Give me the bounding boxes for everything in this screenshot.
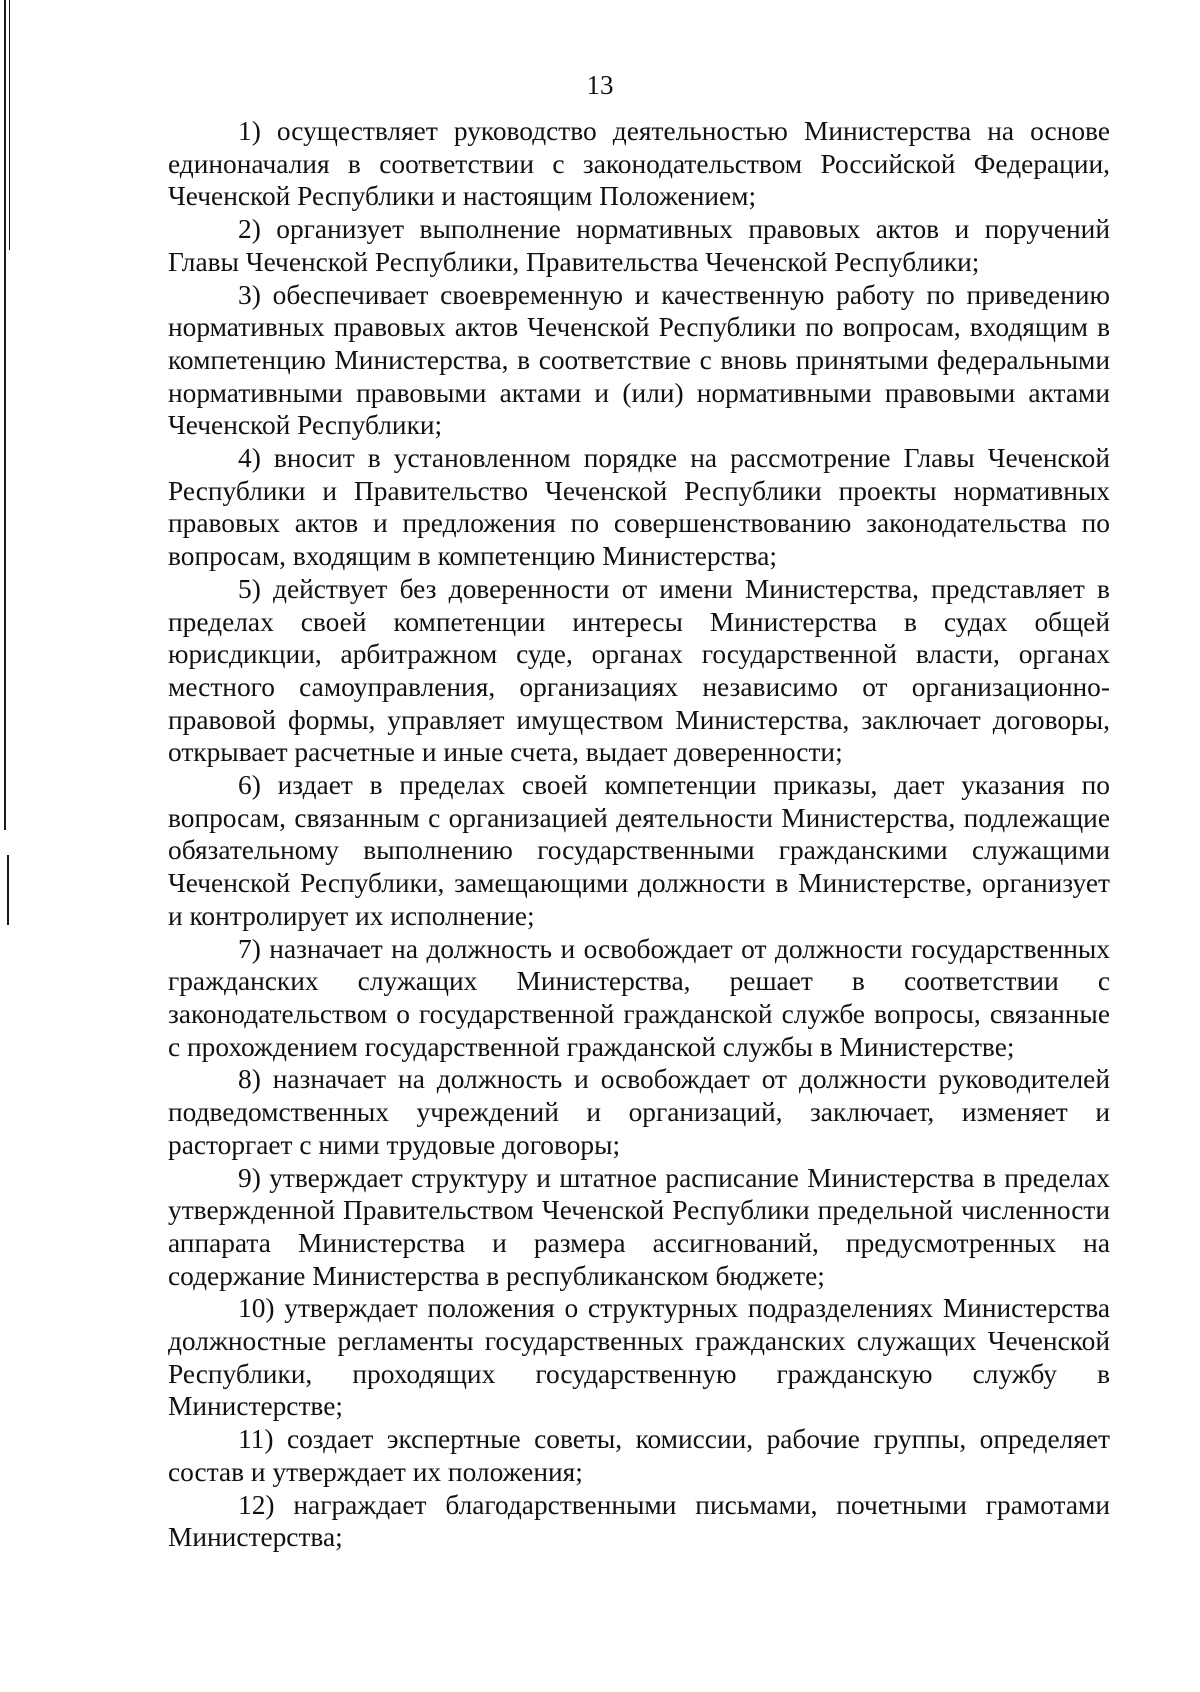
list-item-1: 1) осуществляет руководство деятельностью Министерства на основе единоначалия в соответствии с законодательством Российской Федерации, Чеченской Республики и настоящим Положением;	[168, 116, 1110, 212]
list-item-10: 10) утверждает положения о структурных подразделениях Министерства должностные регламенты государственных гражданских служащих Чеченской Республики, проходящих государственную гражданскую службу в Министерстве;	[168, 1293, 1110, 1422]
list-item-9: 9) утверждает структуру и штатное расписание Министерства в пределах утвержденной Правительством Чеченской Республики предельной численности аппарата Министерства и размера ассигнований, предусмотренных на содержание Министерства в республиканском бюджете;	[168, 1162, 1110, 1291]
list-item-4: 4) вносит в установленном порядке на рассмотрение Главы Чеченской Республики и Правительство Чеченской Республики проекты нормативных правовых актов и предложения по совершенствованию законодательства по вопросам, входящим в компетенцию Министерства;	[168, 443, 1110, 572]
scan-binding-edge	[0, 0, 16, 1692]
list-item-8: 8) назначает на должность и освобождает от должности руководителей подведомственных учреждений и организаций, заключает, изменяет и расторгает с ними трудовые договоры;	[168, 1064, 1110, 1160]
page-number: 13	[586, 70, 614, 100]
list-item-5: 5) действует без доверенности от имени Министерства, представляет в пределах своей компетенции интересы Министерства в судах общей юрисдикции, арбитражном суде, органах государственной власти, органах местного самоуправления, организациях независимо от организационно-правовой формы, управляет имуществом Министерства, заключает договоры, открывает расчетные и иные счета, выдает доверенности;	[168, 573, 1110, 768]
document-body	[168, 115, 1110, 1554]
list-item-7: 7) назначает на должность и освобождает от должности государственных гражданских служащих Министерства, решает в соответствии с законодательством о государственной гражданской службе вопросы, связанные с прохождением государственной гражданской службы в Министерстве;	[168, 933, 1110, 1062]
list-item-3: 3) обеспечивает своевременную и качественную работу по приведению нормативных правовых актов Чеченской Республики по вопросам, входящим в компетенцию Министерства, в соответствие с вновь принятыми федеральными нормативными правовыми актами и (или) нормативными правовыми актами Чеченской Республики;	[168, 279, 1110, 441]
list-item-12: 12) награждает благодарственными письмами, почетными грамотами Министерства;	[168, 1489, 1110, 1553]
list-item-6: 6) издает в пределах своей компетенции приказы, дает указания по вопросам, связанным с организацией деятельности Министерства, подлежащие обязательному выполнению государственными гражданскими служащими Чеченской Республики, замещающими должности в Министерстве, организует и контролирует их исполнение;	[168, 770, 1110, 931]
list-item-2: 2) организует выполнение нормативных правовых актов и поручений Главы Чеченской Республики, Правительства Чеченской Республики;	[168, 214, 1110, 277]
list-item-11: 11) создает экспертные советы, комиссии, рабочие группы, определяет состав и утверждает их положения;	[168, 1424, 1110, 1487]
